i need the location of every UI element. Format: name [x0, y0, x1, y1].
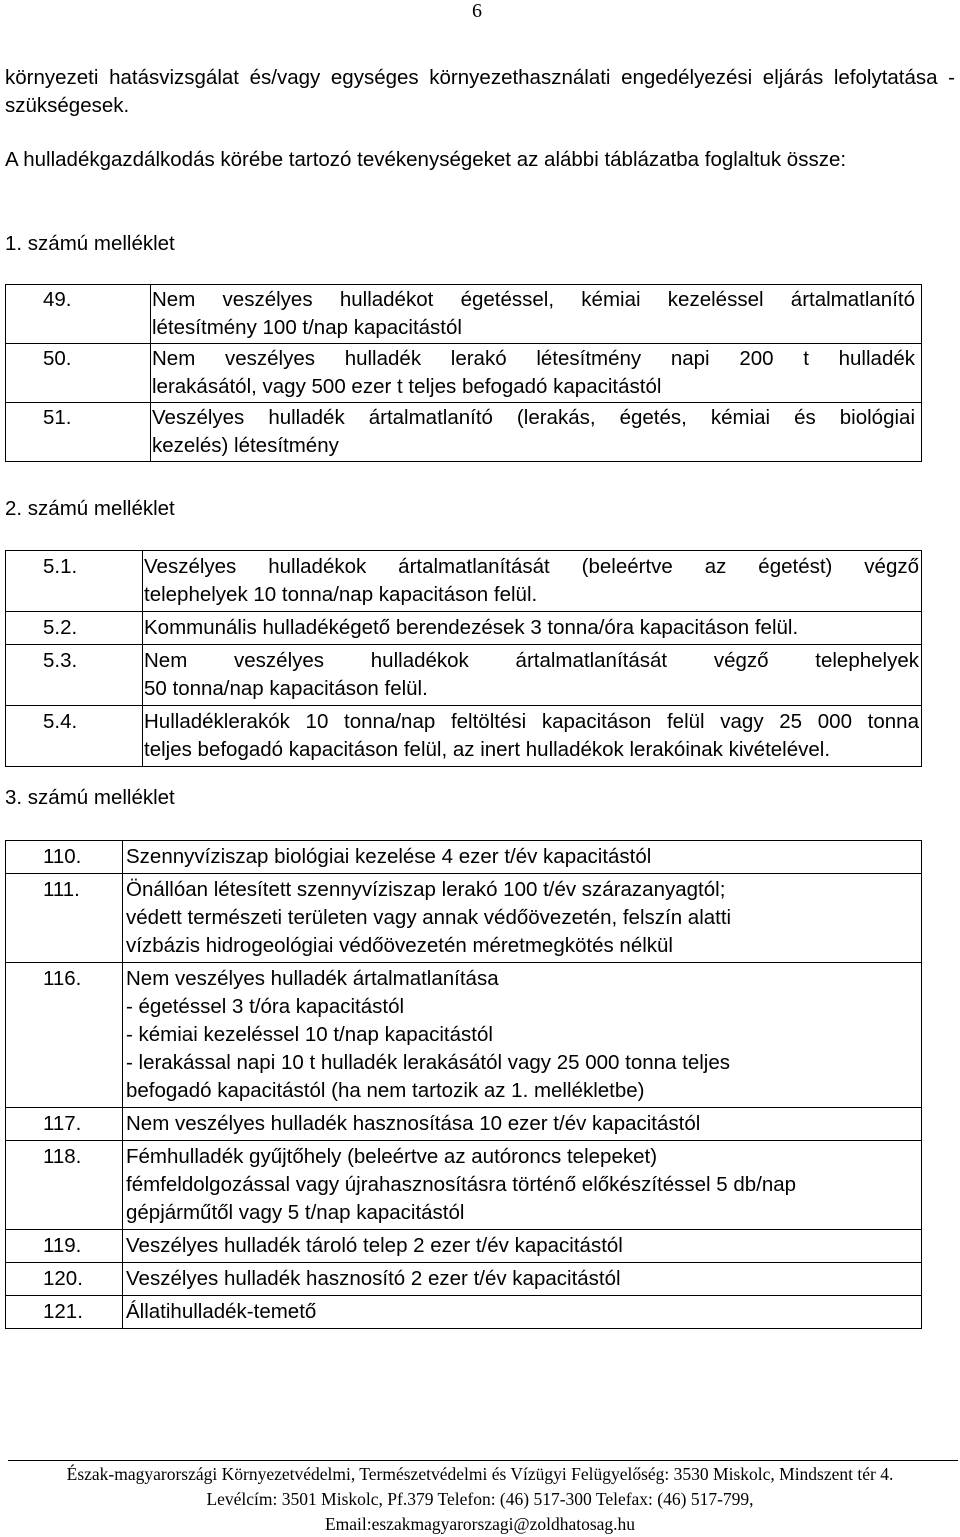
annex-3-table	[5, 840, 922, 1329]
table-row	[6, 706, 922, 767]
annex-2-heading: 2. számú melléklet	[5, 497, 175, 520]
row-number: 5.2.	[6, 612, 143, 645]
row-description: Veszélyes hulladék tároló telep 2 ezer t/év kapacitástól	[123, 1230, 922, 1263]
footer-divider	[8, 1460, 958, 1461]
row-number: 51.	[6, 403, 151, 462]
intro-paragraph-1: környezeti hatásvizsgálat és/vagy egységes környezethasználati engedélyezési eljárás lefolytatása - szükségesek.	[5, 66, 955, 117]
row-description: Állatihulladék-temető	[123, 1296, 922, 1329]
table-row	[6, 285, 922, 344]
table-row	[6, 841, 922, 874]
row-description: Fémhulladék gyűjtőhely (beleértve az autóroncs telepeket) fémfeldolgozással vagy újrahasznosításra történő előkészítéssel 5 db/nap gépjárműtől vagy 5 t/nap kapacitástól	[123, 1141, 922, 1230]
row-description: Veszélyes hulladékok ártalmatlanítását (beleértve az égetést) végző telephelyek 10 tonna/nap kapacitáson felül.	[143, 551, 922, 612]
row-description: Nem veszélyes hulladékot égetéssel, kémiai kezeléssel ártalmatlanító létesítmény 100 t/nap kapacitástól	[151, 285, 922, 344]
annex-3-heading: 3. számú melléklet	[5, 786, 175, 809]
footer-address: Észak-magyarországi Környezetvédelmi, Természetvédelmi és Vízügyi Felügyelőség: 3530 Miskolc, Mindszent tér 4.	[66, 1464, 894, 1484]
row-number: 119.	[6, 1230, 123, 1263]
footer	[0, 1462, 960, 1537]
row-description: Nem veszélyes hulladék lerakó létesítmény napi 200 t hulladék lerakásától, vagy 500 ezer t teljes befogadó kapacitástól	[151, 344, 922, 403]
row-number: 120.	[6, 1263, 123, 1296]
row-description: Kommunális hulladékégető berendezések 3 tonna/óra kapacitáson felül.	[143, 612, 922, 645]
row-number: 50.	[6, 344, 151, 403]
row-description: Veszélyes hulladék hasznosító 2 ezer t/év kapacitástól	[123, 1263, 922, 1296]
annex-2-table	[5, 550, 922, 767]
row-number: 5.4.	[6, 706, 143, 767]
table-row	[6, 1141, 922, 1230]
annex-1-heading: 1. számú melléklet	[5, 232, 175, 255]
intro-paragraph-2: A hulladékgazdálkodás körébe tartozó tevékenységeket az alábbi táblázatba foglaltuk össze:	[5, 148, 847, 171]
row-description: Hulladéklerakók 10 tonna/nap feltöltési kapacitáson felül vagy 25 000 tonna teljes befogadó kapacitáson felül, az inert hulladékok lerakóinak kivételével.	[143, 706, 922, 767]
row-description: Veszélyes hulladék ártalmatlanító (lerakás, égetés, kémiai és biológiai kezelés) létesítmény	[151, 403, 922, 462]
annex-1-table	[5, 284, 922, 462]
page-number: 6	[472, 0, 482, 22]
table-row	[6, 551, 922, 612]
table-row	[6, 645, 922, 706]
footer-contact: Levélcím: 3501 Miskolc, Pf.379 Telefon: (46) 517-300 Telefax: (46) 517-799,	[206, 1489, 754, 1509]
row-number: 5.1.	[6, 551, 143, 612]
row-description: Nem veszélyes hulladék hasznosítása 10 ezer t/év kapacitástól	[123, 1108, 922, 1141]
table-row	[6, 403, 922, 462]
row-description: Önállóan létesített szennyvíziszap lerakó 100 t/év szárazanyagtól; védett természeti területen vagy annak védőövezetén, felszín alatti vízbázis hidrogeológiai védőövezetén méretmegkötés nélkül	[123, 874, 922, 963]
row-number: 116.	[6, 963, 123, 1108]
row-description: Nem veszélyes hulladékok ártalmatlanítását végző telephelyek 50 tonna/nap kapacitáson felül.	[143, 645, 922, 706]
table-row	[6, 1230, 922, 1263]
table-row	[6, 612, 922, 645]
row-number: 117.	[6, 1108, 123, 1141]
table-row	[6, 1108, 922, 1141]
row-number: 121.	[6, 1296, 123, 1329]
table-row	[6, 1296, 922, 1329]
table-row	[6, 344, 922, 403]
row-number: 5.3.	[6, 645, 143, 706]
row-number: 49.	[6, 285, 151, 344]
row-number: 110.	[6, 841, 123, 874]
table-row	[6, 1263, 922, 1296]
row-number: 118.	[6, 1141, 123, 1230]
row-number: 111.	[6, 874, 123, 963]
row-description: Nem veszélyes hulladék ártalmatlanítása - égetéssel 3 t/óra kapacitástól - kémiai kezeléssel 10 t/nap kapacitástól - lerakással napi 10 t hulladék lerakásától vagy 25 000 tonna teljes befogadó kapacitástól (ha nem tartozik az 1. mellékletbe)	[123, 963, 922, 1108]
footer-email: Email:eszakmagyarorszagi@zoldhatosag.hu	[324, 1514, 636, 1534]
row-description: Szennyvíziszap biológiai kezelése 4 ezer t/év kapacitástól	[123, 841, 922, 874]
table-row	[6, 963, 922, 1108]
table-row	[6, 874, 922, 963]
